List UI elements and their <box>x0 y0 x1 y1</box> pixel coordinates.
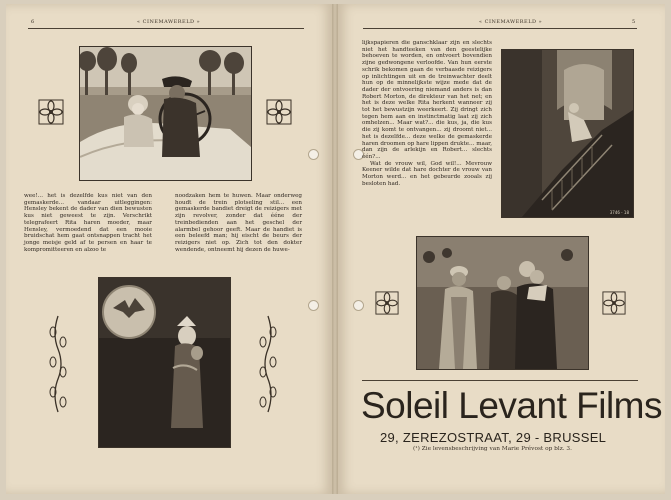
floral-ornament-icon <box>375 291 399 315</box>
right-text-column <box>362 40 492 187</box>
floral-ornament-icon <box>602 291 626 315</box>
paragraph: noodzaken hem te huwen. Maar onderweg houdt de trein plotseling stil... een gemaskerde bandiet dreigt de reizigers met zijn revolver, zonder dat ééne der treinbedienden aan het geschel der alarmbel gehoor geeft. Maar de handiet is een beleefd man; hij eischt de beurs der reizigers niet op. Zich tot den dokter wendende, ontneemt hij dezen de huwe- <box>175 193 302 253</box>
right-header-rule <box>363 28 637 29</box>
left-running-title: « CINEMAWERELD » <box>137 19 201 25</box>
right-running-title: « CINEMAWERELD » <box>479 19 543 25</box>
floral-ornament-icon <box>38 99 64 125</box>
floral-ornament-icon <box>266 99 292 125</box>
punch-hole <box>308 300 319 311</box>
photo-code: 3746 - 18 <box>609 210 629 215</box>
company-address: 29, ZEREZOSTRAAT, 29 - BRUSSEL <box>380 430 607 445</box>
company-name: Soleil Levant Films <box>361 385 663 426</box>
paragraph: lijkspapieren die ganschklaar zijn en slechts niet het handteeken van den geestelijke behoeven te worden, en ontvoert bovendien zijne gedwongene verloofde. Van hun eerste schrik bekomen gaan de verbaasde reizigers op inlichtingen uit en de treinwachter deelt hun op de minnelijkste wijze mede dat de dader der ontvoering niemand anders is dan Robert Morton, de direkteur van het net; en het is deze welke Rita herkent wanneer zij tot het bewustzijn weerkeert. Zij dringt zich tegen hem aan en instinctmatig laat zij zich omhelzen... Maar wat?... die kus, ja, die kus die zij komt te ontvangen... zij droomt niet... het is dezelfde... deze welke de gemaskerde haren droomen op hare lippen drukte... maar, dan zijn de arlekijn en Robert... slechts één?... <box>362 40 492 160</box>
vine-ornament-icon <box>259 314 277 414</box>
carnival-scene-photo <box>416 236 589 370</box>
left-text-column-2 <box>175 193 302 253</box>
moonlight-couple-photo <box>98 277 231 448</box>
footnote: (¹) Zie levensbeschrijving van Marie Prévost op blz. 3. <box>413 446 572 452</box>
punch-hole <box>353 300 364 311</box>
left-header-rule <box>28 28 304 29</box>
staircase-photo <box>501 49 634 218</box>
left-text-column-1 <box>24 193 152 253</box>
paragraph: wee!... het is dezelfde kus niet van den gemaskerde... vandaar uitleggingen: Hensley bekent de dader van dien bewusten kus niet geweest te zijn. Verschrikt telegrafeert Rita haren moeder, maar Hensley, vermoedend dat een mooie bruidschat hem gaat ontsnappen tracht het jonge meisje geld af te persen en haar te kompromitteeren en alzoo te <box>24 193 152 253</box>
punch-hole <box>308 149 319 160</box>
paragraph: Wat de vrouw wil, God wil!... Mevrouw Keener wilde dat hare dochter de vrouw van Morton werd... en het gebeurde zooals zij besloten had. <box>362 160 492 187</box>
vine-ornament-icon <box>49 314 67 414</box>
left-page-number: 6 <box>31 19 35 25</box>
ad-top-rule <box>362 380 638 381</box>
right-page-number: 5 <box>632 19 636 25</box>
car-scene-photo <box>79 46 252 181</box>
